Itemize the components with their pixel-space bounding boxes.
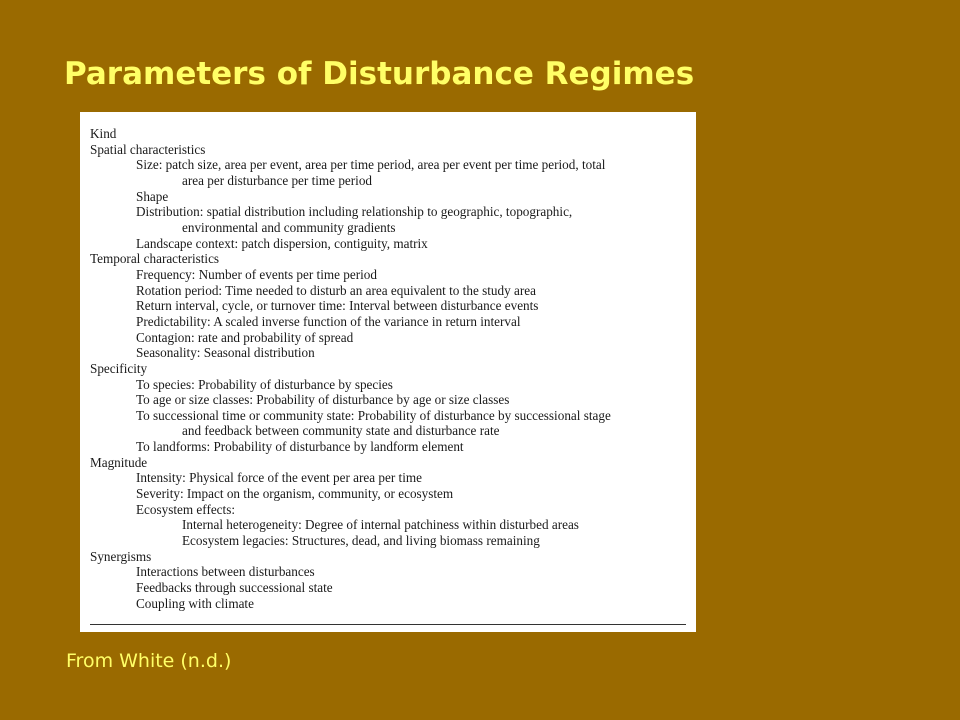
parameter-item: Feedbacks through successional state (136, 580, 333, 596)
category-heading: Temporal characteristics (90, 251, 220, 267)
parameter-item: To species: Probability of disturbance by species (136, 376, 393, 392)
parameter-item: To landforms: Probability of disturbance by landform element (136, 439, 464, 455)
parameter-continuation: environmental and community gradients (182, 219, 396, 235)
parameter-item: Severity: Impact on the organism, community, or ecosystem (136, 486, 454, 502)
parameter-continuation: and feedback between community state and disturbance rate (182, 423, 500, 439)
parameter-item: To successional time or community state: Probability of disturbance by successional stage (136, 407, 611, 423)
parameter-item: Frequency: Number of events per time period (136, 266, 377, 282)
parameter-item: Predictability: A scaled inverse function of the variance in return interval (136, 313, 521, 329)
parameter-item: Coupling with climate (136, 595, 254, 611)
parameter-item: To age or size classes: Probability of disturbance by age or size classes (136, 392, 510, 408)
slide-title: Parameters of Disturbance Regimes (64, 56, 695, 92)
parameter-item: Ecosystem effects: (136, 501, 235, 517)
parameter-list (90, 126, 611, 611)
parameter-item: Seasonality: Seasonal distribution (136, 345, 315, 361)
parameter-continuation: Internal heterogeneity: Degree of internal patchiness within disturbed areas (182, 517, 579, 533)
parameter-item: Rotation period: Time needed to disturb an area equivalent to the study area (136, 282, 536, 298)
parameter-item: Size: patch size, area per event, area per time period, area per event per time period, total (136, 157, 606, 173)
bottom-rule (90, 624, 686, 625)
parameter-item: Intensity: Physical force of the event per area per time (136, 470, 422, 486)
category-heading: Kind (90, 126, 117, 141)
category-heading: Spatial characteristics (90, 141, 206, 157)
parameter-item: Return interval, cycle, or turnover time: Interval between disturbance events (136, 298, 539, 314)
category-heading: Synergisms (90, 548, 152, 564)
category-heading: Magnitude (90, 454, 148, 470)
parameter-item: Distribution: spatial distribution including relationship to geographic, topographic, (136, 204, 573, 220)
parameter-continuation: area per disturbance per time period (182, 172, 373, 188)
parameter-item: Shape (136, 188, 169, 204)
scanned-table-image (80, 112, 696, 632)
source-citation: From White (n.d.) (66, 650, 232, 672)
parameter-item: Contagion: rate and probability of spread (136, 329, 354, 345)
parameter-item: Landscape context: patch dispersion, contiguity, matrix (136, 235, 428, 251)
category-heading: Specificity (90, 360, 148, 376)
parameter-continuation: Ecosystem legacies: Structures, dead, and living biomass remaining (182, 533, 540, 549)
parameter-item: Interactions between disturbances (136, 564, 315, 580)
